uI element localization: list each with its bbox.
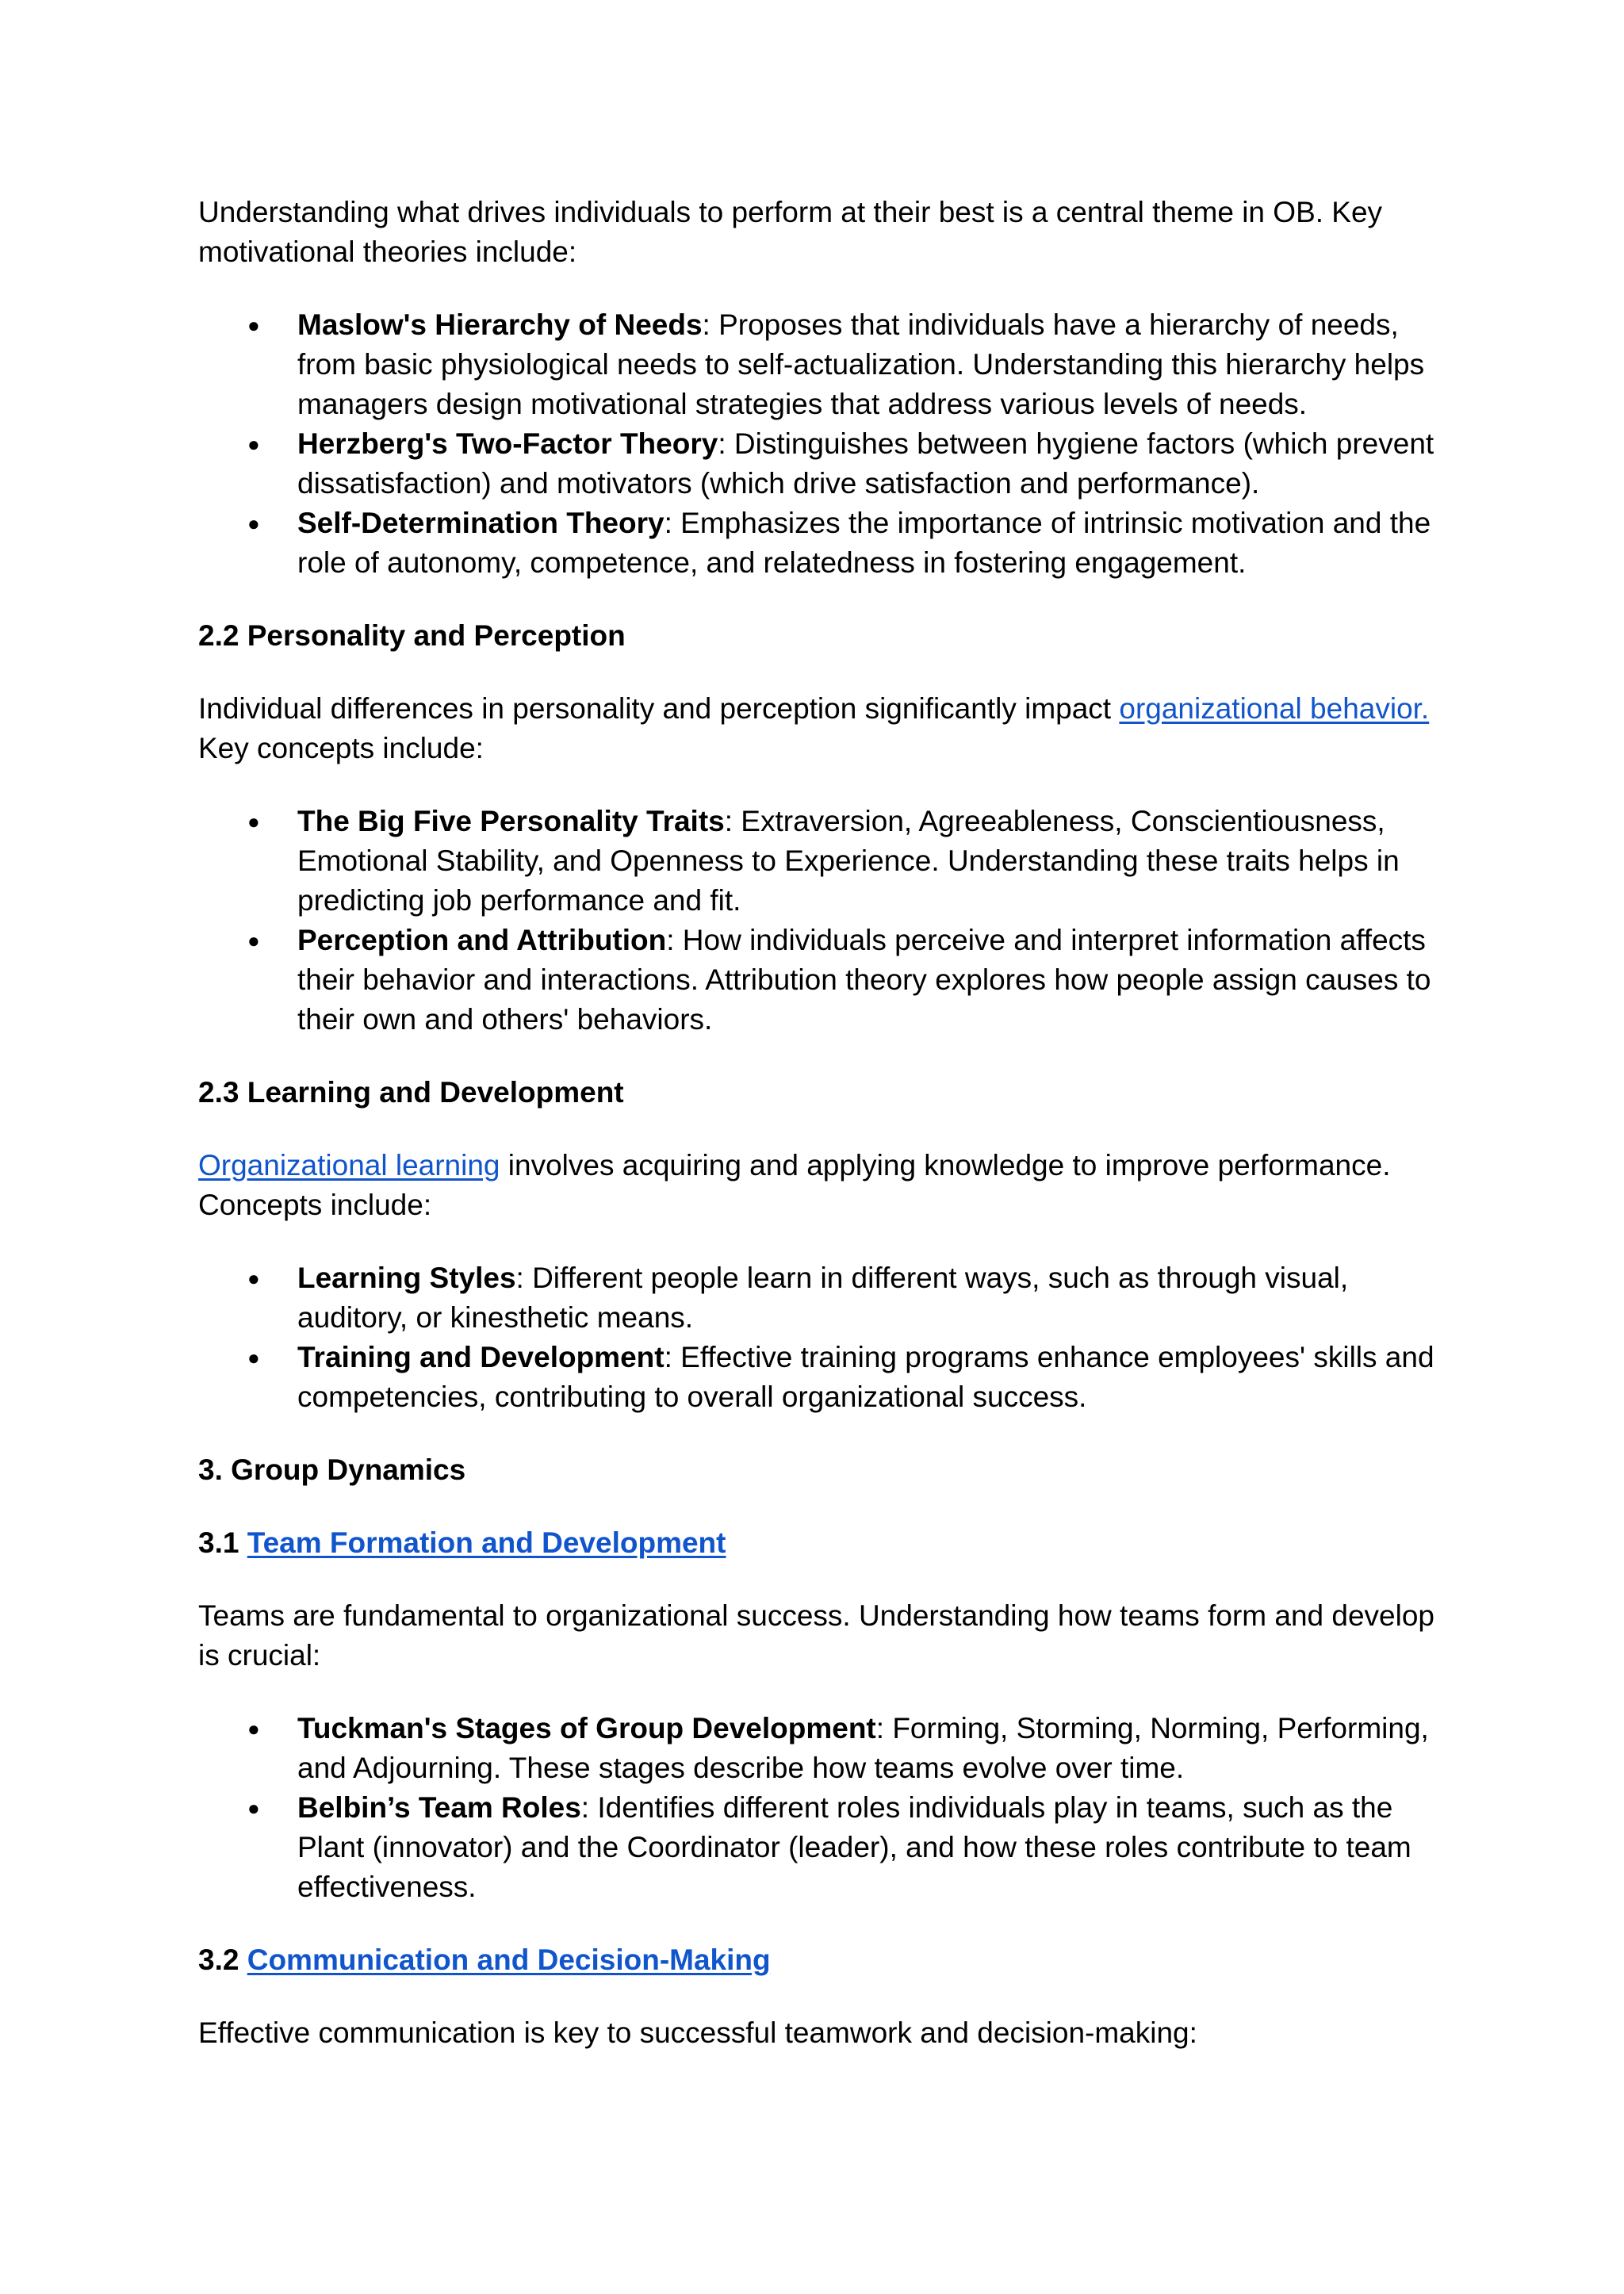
bullet-icon: ● [247, 1796, 260, 1820]
learning-concepts-list [198, 1258, 1442, 1417]
section-heading-3: 3. Group Dynamics [198, 1453, 466, 1486]
section-heading-2-2: 2.2 Personality and Perception [198, 619, 626, 652]
bullet-icon: ● [247, 313, 260, 337]
bullet-icon: ● [247, 1717, 260, 1741]
list-item [198, 305, 1442, 424]
list-item [198, 1338, 1442, 1417]
list-item-term: Tuckman's Stages of Group Development [297, 1712, 876, 1744]
section-2-2-paragraph [198, 689, 1442, 768]
list-item-desc: : Effective training programs enhance employees' skills and competencies, contributing to overall organizational success. [297, 1341, 1434, 1413]
list-item [198, 802, 1442, 921]
team-formation-link[interactable]: Team Formation and Development [247, 1526, 726, 1559]
organizational-learning-link[interactable]: Organizational learning [198, 1149, 500, 1181]
bullet-icon: ● [247, 810, 260, 833]
intro-paragraph: Understanding what drives individuals to perform at their best is a central theme in OB. Key motivational theories include: [198, 196, 1383, 268]
list-item-desc: : Emphasizes the importance of intrinsic motivation and the role of autonomy, competence, and relatedness in fostering engagement. [297, 507, 1431, 579]
list-item [198, 1258, 1442, 1338]
list-item-term: Maslow's Hierarchy of Needs [297, 308, 703, 341]
list-item-term: Self-Determination Theory [297, 507, 665, 539]
heading-number: 3.1 [198, 1526, 247, 1559]
list-item-desc: : Extraversion, Agreeableness, Conscientiousness, Emotional Stability, and Openness to Experience. Understanding these traits helps in predicting job performance and fit. [297, 805, 1400, 917]
bullet-icon: ● [247, 432, 260, 456]
bullet-icon: ● [247, 929, 260, 952]
paragraph-text: involves acquiring and applying knowledge to improve performance. Concepts include: [198, 1149, 1391, 1221]
list-item [198, 504, 1442, 583]
list-item-term: Herzberg's Two-Factor Theory [297, 427, 718, 460]
list-item-desc: : How individuals perceive and interpret information affects their behavior and interactions. Attribution theory explores how people assign causes to their own and others' behaviors. [297, 924, 1431, 1036]
list-item-term: Learning Styles [297, 1262, 516, 1294]
team-concepts-list [198, 1709, 1442, 1907]
list-item-desc: : Forming, Storming, Norming, Performing, and Adjourning. These stages describe how teams evolve over time. [297, 1712, 1429, 1784]
motivation-theories-list [198, 305, 1442, 583]
list-item-term: Perception and Attribution [297, 924, 667, 956]
list-item-desc: : Distinguishes between hygiene factors (which prevent dissatisfaction) and motivators (which drive satisfaction and performance). [297, 427, 1434, 500]
section-heading-2-3: 2.3 Learning and Development [198, 1076, 624, 1109]
list-item-desc: : Identifies different roles individuals play in teams, such as the Plant (innovator) and the Coordinator (leader), and how these roles contribute to team effectiveness. [297, 1791, 1411, 1903]
paragraph-text: Individual differences in personality and perception significantly impact [198, 692, 1120, 725]
list-item-term: Belbin’s Team Roles [297, 1791, 581, 1824]
list-item-term: Training and Development [297, 1341, 665, 1373]
bullet-icon: ● [247, 1346, 260, 1369]
list-item [198, 1709, 1442, 1788]
section-heading-3-1 [198, 1523, 1442, 1563]
bullet-icon: ● [247, 1266, 260, 1290]
list-item [198, 424, 1442, 504]
heading-number: 3.2 [198, 1944, 247, 1976]
section-2-3-paragraph [198, 1146, 1442, 1225]
list-item-desc: : Different people learn in different ways, such as through visual, auditory, or kinesthetic means. [297, 1262, 1349, 1334]
list-item-term: The Big Five Personality Traits [297, 805, 725, 837]
organizational-behavior-link[interactable]: organizational behavior. [1119, 692, 1430, 725]
section-3-1-paragraph: Teams are fundamental to organizational success. Understanding how teams form and develop is crucial: [198, 1599, 1434, 1672]
communication-link[interactable]: Communication and Decision-Making [247, 1944, 771, 1976]
list-item [198, 1788, 1442, 1907]
personality-concepts-list [198, 802, 1442, 1040]
list-item [198, 921, 1442, 1040]
list-item-desc: : Proposes that individuals have a hierarchy of needs, from basic physiological needs to self-actualization. Understanding this hierarchy helps managers design motivational strategies that address various levels of needs. [297, 308, 1425, 420]
paragraph-text: Key concepts include: [198, 732, 484, 764]
section-heading-3-2 [198, 1940, 1442, 1980]
section-3-2-paragraph: Effective communication is key to successful teamwork and decision-making: [198, 2016, 1197, 2049]
bullet-icon: ● [247, 511, 260, 535]
